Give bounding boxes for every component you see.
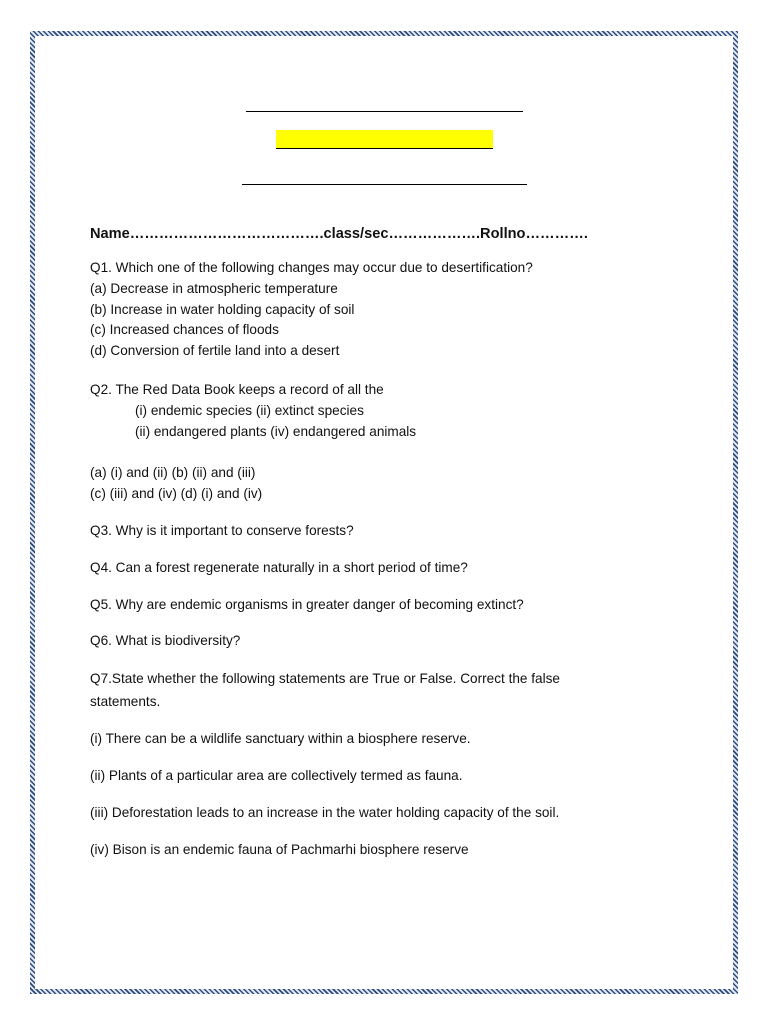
question-2-options-line-1: (a) (i) and (ii) (b) (ii) and (iii) bbox=[90, 465, 256, 481]
question-7-statement-1: (i) There can be a wildlife sanctuary within a biosphere reserve. bbox=[90, 731, 471, 747]
question-4: Q4. Can a forest regenerate naturally in a short period of time? bbox=[90, 559, 468, 575]
question-2-text: Q2. The Red Data Book keeps a record of all the bbox=[90, 381, 384, 397]
student-details-line: Name………………………………….class/sec……………….Rollno…………. bbox=[90, 226, 588, 242]
question-7-statement-3: (iii) Deforestation leads to an increase in the water holding capacity of the soil. bbox=[90, 804, 560, 820]
question-2-sub-line-2: (ii) endangered plants (iv) endangered animals bbox=[135, 423, 417, 439]
worksheet-content bbox=[90, 222, 690, 860]
question-1-option-a: (a) Decrease in atmospheric temperature bbox=[90, 280, 338, 296]
question-1 bbox=[90, 258, 690, 362]
question-2-sub-line-1: (i) endemic species (ii) extinct species bbox=[135, 402, 364, 418]
question-6: Q6. What is biodiversity? bbox=[90, 633, 241, 649]
question-7 bbox=[90, 668, 690, 713]
question-1-text: Q1. Which one of the following changes may occur due to desertification? bbox=[90, 260, 533, 275]
question-1-option-d: (d) Conversion of fertile land into a desert bbox=[90, 343, 340, 359]
question-2 bbox=[90, 380, 690, 505]
title-rule-bottom bbox=[242, 184, 527, 185]
question-5: Q5. Why are endemic organisms in greater danger of becoming extinct? bbox=[90, 596, 524, 612]
question-1-option-b: (b) Increase in water holding capacity of soil bbox=[90, 301, 355, 317]
question-7-statement-4: (iv) Bison is an endemic fauna of Pachmarhi biosphere reserve bbox=[90, 841, 469, 857]
question-7-text-line-2: statements. bbox=[90, 693, 161, 709]
highlighted-title-blank bbox=[276, 130, 493, 149]
question-1-option-c: (c) Increased chances of floods bbox=[90, 322, 279, 338]
title-rule-top bbox=[246, 111, 523, 112]
question-7-text-line-1: Q7.State whether the following statements are True or False. Correct the false bbox=[90, 671, 560, 687]
question-7-statement-2: (ii) Plants of a particular area are collectively termed as fauna. bbox=[90, 767, 463, 783]
question-2-options-line-2: (c) (iii) and (iv) (d) (i) and (iv) bbox=[90, 486, 263, 502]
question-3: Q3. Why is it important to conserve forests? bbox=[90, 522, 354, 538]
